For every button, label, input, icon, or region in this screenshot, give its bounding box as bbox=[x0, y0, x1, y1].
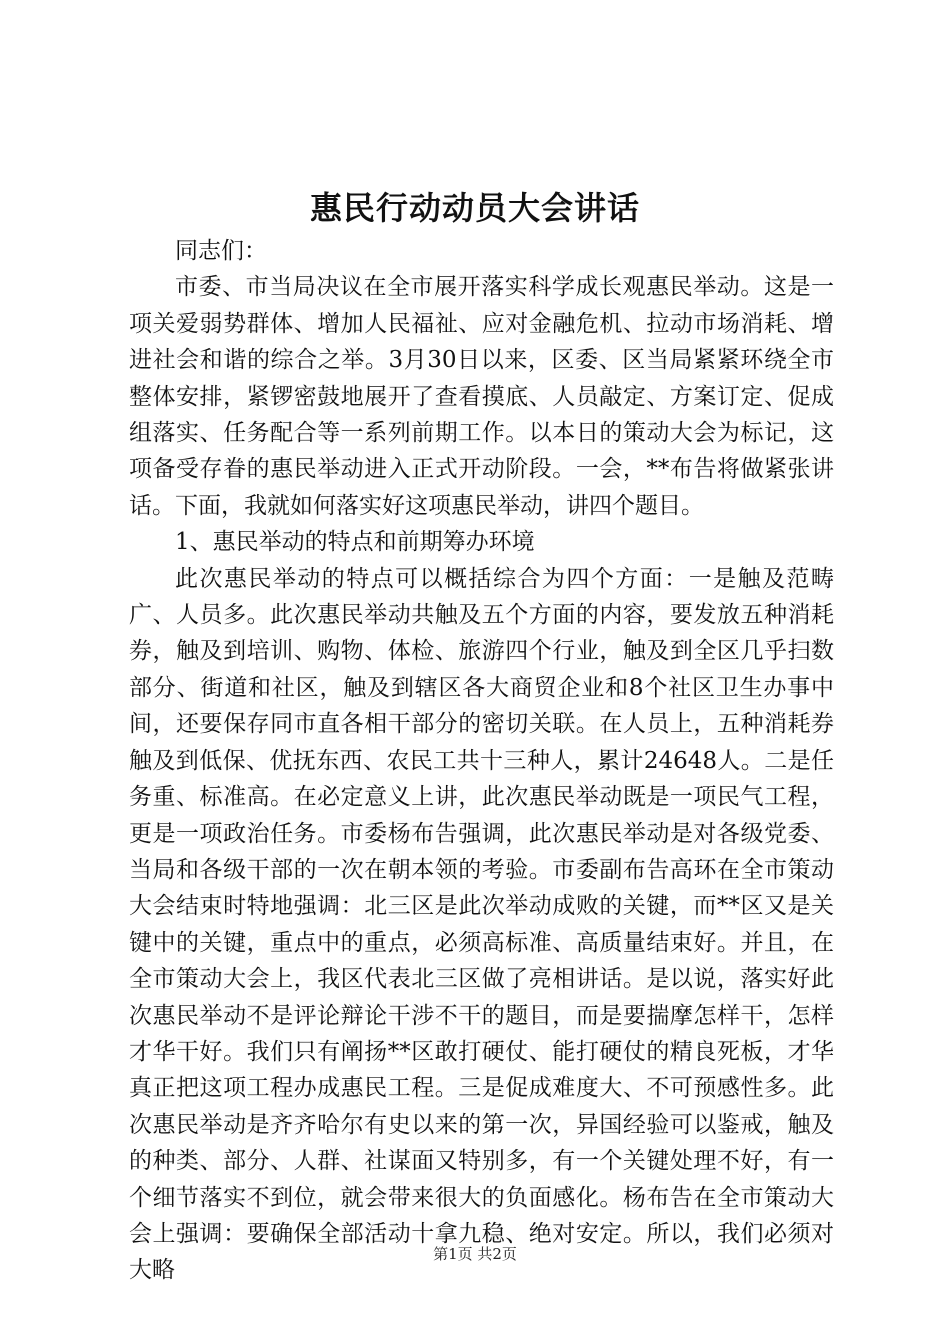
document-title: 惠民行动动员大会讲话 bbox=[309, 189, 640, 227]
intro-paragraph: 市委、市当局决议在全市展开落实科学成长观惠民举动。这是一项关爱弱势群体、增加人民福祉、应对金融危机、拉动市场消耗、增进社会和谐的综合之举。3月30日以来，区委、区当局紧紧环绕全市整体安排，紧锣密鼓地展开了查看摸底、人员敲定、方案订定、促成组落实、任务配合等一系列前期工作。以本日的策动大会为标记，这项备受存眷的惠民举动进入正式开动阶段。一会，**布告将做紧张讲话。下面，我就如何落实好这项惠民举动，讲四个题目。 bbox=[129, 274, 834, 519]
page-footer: 第1页 共2页 bbox=[433, 1245, 517, 1263]
document-body bbox=[129, 233, 834, 1289]
section-1-paragraph: 此次惠民举动的特点可以概括综合为四个方面：一是触及范畴广、人员多。此次惠民举动共触及五个方面的内容，要发放五种消耗券，触及到培训、购物、体检、旅游四个行业，触及到全区几乎扫数部分、街道和社区，触及到辖区各大商贸企业和8个社区卫生办事中间，还要保存同市直各相干部分的密切关联。在人员上，五种消耗券触及到低保、优抚东西、农民工共十三种人，累计24648人。二是任务重、标准高。在必定意义上讲，此次惠民举动既是一项民气工程，更是一项政治任务。市委杨布告强调，此次惠民举动是对各级党委、当局和各级干部的一次在朝本领的考验。市委副布告高环在全市策动大会结束时特地强调：北三区是此次举动成败的关键，而**区又是关键中的关键，重点中的重点，必须高标准、高质量结束好。并且，在全市策动大会上，我区代表北三区做了亮相讲话。是以说，落实好此次惠民举动不是评论辩论干涉不干的题目，而是要揣摩怎样干，怎样才华干好。我们只有阐扬**区敢打硬仗、能打硬仗的精良死板，才华真正把这项工程办成惠民工程。三是促成难度大、不可预感性多。此次惠民举动是齐齐哈尔有史以来的第一次，异国经验可以鉴戒，触及的种类、部分、人群、社谋面又特别多，有一个关键处理不好，有一个细节落实不到位，就会带来很大的负面感化。杨布告在全市策动大会上强调：要确保全部活动十拿九稳、绝对安定。所以，我们必须对大略 bbox=[129, 565, 834, 1284]
salutation-paragraph: 同志们： bbox=[175, 238, 267, 264]
section-heading-1: 1、惠民举动的特点和前期筹办环境 bbox=[175, 529, 535, 556]
